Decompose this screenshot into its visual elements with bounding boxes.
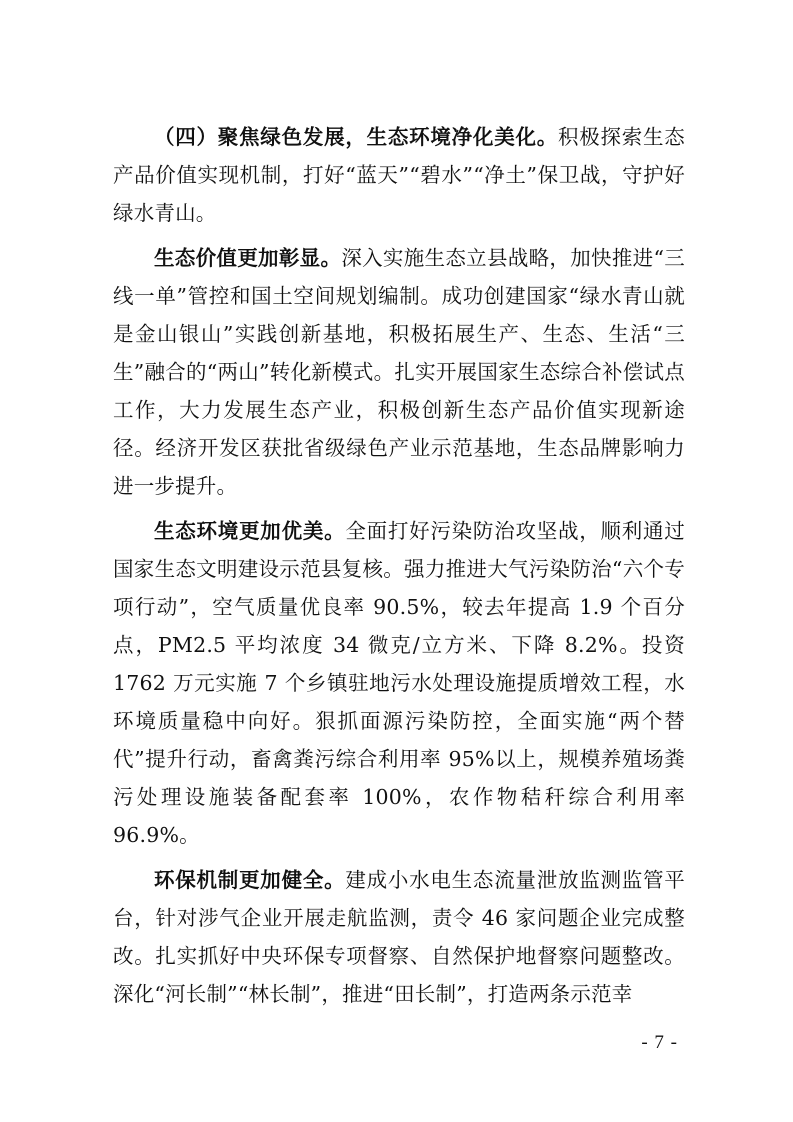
page-number: - 7 - [641,1032,678,1053]
paragraph-text: 积极探索生态产品价值实现机制，打好“蓝天”“碧水”“净土”保卫战，守护好绿水青山。 [113,125,685,225]
paragraph-green-development [113,118,685,232]
paragraph-environmental-mechanism [113,861,685,1013]
paragraph-heading: （四）聚焦绿色发展，生态环境净化美化。 [154,125,558,149]
paragraph-text: 全面打好污染防治攻坚战，顺利通过国家生态文明建设示范县复核。强力推进大气污染防治“六个专项行动”，空气质量优良率 90.5%，较去年提高 1.9 个百分点，PM2.5 平均浓度 34 微克/立方米、下降 8.2%。投资 1762 万元实施 7 个乡镇驻地污水处理设施提质增效工程，水环境质量稳中向好。狠抓面源污染防控，全面实施“两个替代”提升行动，畜禽粪污综合利用率 95%以上，规模养殖场粪污处理设施装备配套率 100%，农作物秸秆综合利用率 96.9%。 [113,519,685,847]
paragraph-heading: 生态价值更加彰显。 [154,246,342,270]
paragraph-text: 深入实施生态立县战略，加快推进“三线一单”管控和国土空间规划编制。成功创建国家“绿水青山就是金山银山”实践创新基地，积极拓展生产、生态、生活“三生”融合的“两山”转化新模式。扎实开展国家生态综合补偿试点工作，大力发展生态产业，积极创新生态产品价值实现新途径。经济开发区获批省级绿色产业示范基地，生态品牌影响力进一步提升。 [113,246,685,498]
paragraph-ecological-value [113,239,685,505]
paragraph-ecological-environment [113,512,685,854]
document-body [113,118,685,1013]
paragraph-text: 建成小水电生态流量泄放监测监管平台，针对涉气企业开展走航监测，责令 46 家问题企业完成整改。扎实抓好中央环保专项督察、自然保护地督察问题整改。深化“河长制”“林长制”，推进“田长制”，打造两条示范幸 [113,868,685,1006]
paragraph-heading: 生态环境更加优美。 [154,519,346,543]
paragraph-heading: 环保机制更加健全。 [154,868,346,892]
